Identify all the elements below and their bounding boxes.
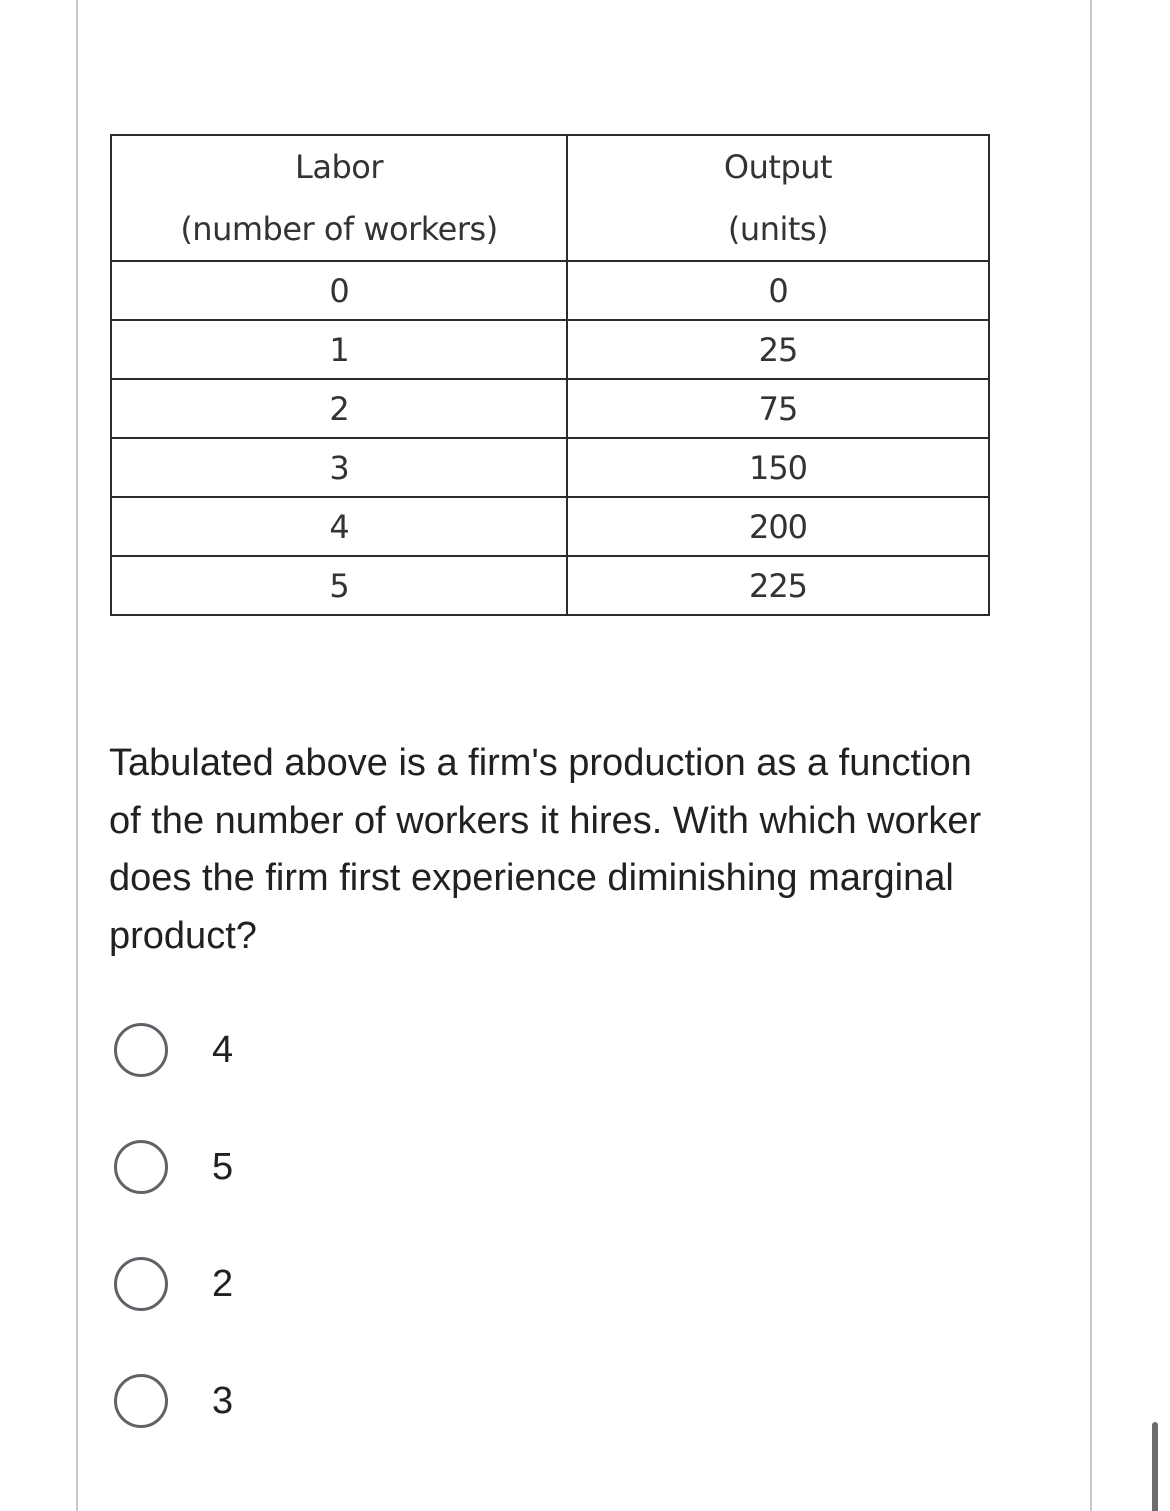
labor-cell: 4 — [111, 497, 567, 556]
answer-option-label: 5 — [212, 1145, 234, 1188]
labor-cell: 1 — [111, 320, 567, 379]
radio-button-icon[interactable] — [114, 1257, 168, 1311]
output-cell: 225 — [567, 556, 989, 615]
answer-option-3[interactable] — [114, 1371, 714, 1431]
output-cell: 25 — [567, 320, 989, 379]
labor-cell: 0 — [111, 261, 567, 320]
answer-option-2[interactable] — [114, 1254, 714, 1314]
labor-column-header — [111, 135, 567, 261]
answer-option-5[interactable] — [114, 1137, 714, 1197]
table-row — [111, 556, 989, 615]
radio-button-icon[interactable] — [114, 1374, 168, 1428]
answer-option-label: 2 — [212, 1262, 234, 1305]
table-header-row — [111, 135, 989, 261]
output-cell: 200 — [567, 497, 989, 556]
answer-option-4[interactable] — [114, 1020, 714, 1080]
output-cell: 150 — [567, 438, 989, 497]
answer-option-label: 4 — [212, 1028, 234, 1071]
table-row — [111, 261, 989, 320]
production-table — [110, 134, 990, 616]
labor-cell: 2 — [111, 379, 567, 438]
table-row — [111, 379, 989, 438]
output-column-header — [567, 135, 989, 261]
output-header-unit: (units) — [727, 210, 829, 248]
scrollbar-thumb[interactable] — [1152, 1422, 1158, 1511]
labor-header-title: Labor — [295, 148, 383, 186]
labor-cell: 5 — [111, 556, 567, 615]
output-cell: 0 — [567, 261, 989, 320]
output-cell: 75 — [567, 379, 989, 438]
table-row — [111, 438, 989, 497]
table-row — [111, 320, 989, 379]
labor-header-unit: (number of workers) — [180, 210, 498, 248]
radio-button-icon[interactable] — [114, 1140, 168, 1194]
answer-options — [114, 1020, 714, 1488]
radio-button-icon[interactable] — [114, 1023, 168, 1077]
answer-option-label: 3 — [212, 1379, 234, 1422]
output-header-title: Output — [723, 148, 833, 186]
question-text: Tabulated above is a firm's production as a function of the number of workers it hires. With which worker does the firm first experience diminishing marginal product? — [109, 742, 982, 957]
labor-cell: 3 — [111, 438, 567, 497]
table-row — [111, 497, 989, 556]
